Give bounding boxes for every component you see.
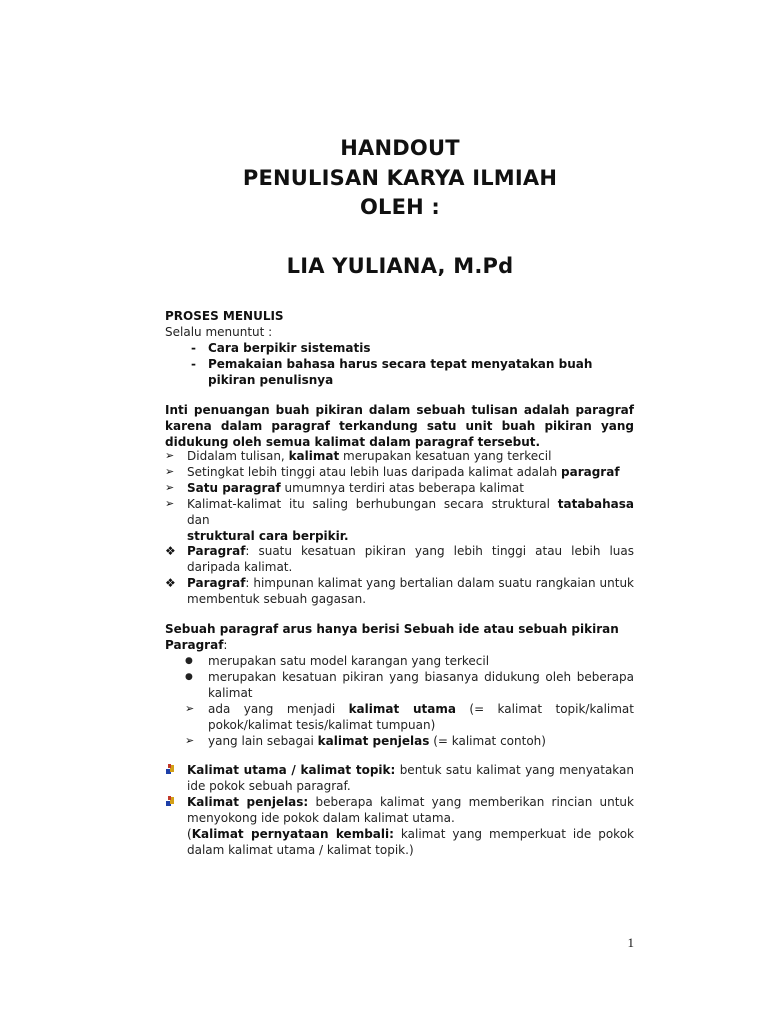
dot-bullet-icon: ●	[185, 656, 193, 666]
list-item	[165, 448, 634, 464]
title-subject: PENULISAN KARYA ILMIAH	[242, 166, 558, 190]
paragraph-line: didukung oleh semua kalimat dalam paragraf tersebut.	[165, 435, 541, 449]
text: Didalam tulisan,	[187, 449, 289, 463]
text: merupakan kesatuan yang terkecil	[339, 449, 552, 463]
list-item	[165, 340, 634, 356]
list-item	[165, 826, 634, 858]
paragraph-line: karena dalam paragraf terkandung satu unit buah pikiran yang	[165, 419, 634, 433]
text-bold: Kalimat penjelas:	[187, 795, 309, 809]
text-bold: paragraf	[561, 465, 620, 479]
page-number: 1	[627, 935, 634, 950]
text: (	[187, 827, 192, 841]
text: kalimat yang memperkuat ide pokok dalam kalimat utama / kalimat topik.)	[187, 827, 634, 857]
section-proses-menulis	[165, 308, 634, 388]
text: Setingkat lebih tinggi atau lebih luas daripada kalimat adalah	[187, 465, 562, 479]
text-bold: Paragraf	[187, 576, 246, 590]
text-bold: kalimat utama	[348, 702, 456, 716]
text: ada yang menjadi	[208, 702, 349, 716]
pin-bullet-icon	[165, 762, 185, 778]
section-paragraf	[165, 621, 634, 749]
list-item	[165, 669, 634, 701]
text-bold: Paragraf	[165, 638, 224, 652]
list-item	[165, 464, 634, 480]
section-heading: PROSES MENULIS	[165, 309, 284, 323]
text: merupakan satu model karangan yang terkecil	[208, 654, 490, 668]
text: (= kalimat topik/kalimat pokok/kalimat tesis/kalimat tumpuan)	[208, 702, 634, 732]
arrow-bullet-icon: ➢	[165, 449, 175, 462]
arrow-bullet-icon: ➢	[185, 702, 195, 715]
paragraph-line: Inti penuangan buah pikiran dalam sebuah tulisan adalah paragraf	[165, 403, 634, 417]
dot-bullet-icon: ●	[185, 672, 193, 682]
list-item	[165, 496, 634, 544]
text: dan	[187, 513, 210, 527]
list-item	[165, 794, 634, 826]
text-bold: Kalimat utama / kalimat topik:	[187, 763, 396, 777]
list-item	[165, 575, 634, 607]
list-item	[165, 701, 634, 733]
dash-marker: -	[191, 357, 196, 371]
diamond-bullet-icon: ❖	[165, 544, 176, 558]
list-item	[165, 733, 634, 749]
text: merupakan kesatuan pikiran yang biasanya didukung oleh beberapa kalimat	[208, 670, 634, 700]
list-kalimat	[165, 762, 634, 858]
text: Kalimat-kalimat itu saling berhubungan secara struktural	[187, 497, 558, 511]
text-bold: tatabahasa	[557, 497, 634, 511]
paragraph-inti	[165, 402, 634, 450]
text: : himpunan kalimat yang bertalian dalam suatu rangkaian untuk membentuk sebuah gagasan.	[187, 576, 634, 606]
text-bold: kalimat	[288, 449, 340, 463]
text-bold: Paragraf	[187, 544, 246, 558]
text: bentuk satu kalimat yang menyatakan ide pokok sebuah paragraf.	[187, 763, 634, 793]
text-bold: struktural cara berpikir.	[187, 529, 349, 543]
dash-marker: -	[191, 341, 196, 355]
list-item	[165, 480, 634, 496]
list-item	[165, 543, 634, 575]
section-intro: Selalu menuntut :	[165, 325, 273, 339]
text-bold: Satu paragraf	[187, 481, 281, 495]
author-name: LIA YULIANA, M.Pd	[286, 254, 514, 278]
arrow-bullet-icon: ➢	[185, 734, 195, 747]
list-item-text: Cara berpikir sistematis	[208, 341, 371, 355]
paragraph-line: Sebuah paragraf arus hanya berisi Sebuah ide atau sebuah pikiran	[165, 622, 619, 636]
text: yang lain sebagai	[208, 734, 318, 748]
diamond-bullet-icon: ❖	[165, 576, 176, 590]
list-definitions	[165, 543, 634, 607]
text-bold: Kalimat pernyataan kembali:	[191, 827, 394, 841]
text: :	[223, 638, 228, 652]
text: umumnya terdiri atas beberapa kalimat	[280, 481, 524, 495]
list-arrow-kalimat	[165, 448, 634, 544]
list-item	[165, 762, 634, 794]
title-by: OLEH :	[359, 195, 441, 219]
text: (= kalimat contoh)	[429, 734, 546, 748]
arrow-bullet-icon: ➢	[165, 481, 175, 494]
arrow-bullet-icon: ➢	[165, 497, 175, 510]
pin-bullet-icon	[165, 794, 185, 810]
list-item	[165, 653, 634, 669]
list-item-text: Pemakaian bahasa harus secara tepat menyatakan buah pikiran penulisnya	[208, 357, 593, 387]
text: beberapa kalimat yang memberikan rincian untuk menyokong ide pokok dalam kalimat utama.	[187, 795, 634, 825]
text: : suatu kesatuan pikiran yang lebih tinggi atau lebih luas daripada kalimat.	[187, 544, 634, 574]
list-item	[165, 356, 634, 388]
arrow-bullet-icon: ➢	[165, 465, 175, 478]
text-bold: kalimat penjelas	[317, 734, 430, 748]
title-handout: HANDOUT	[340, 136, 460, 160]
